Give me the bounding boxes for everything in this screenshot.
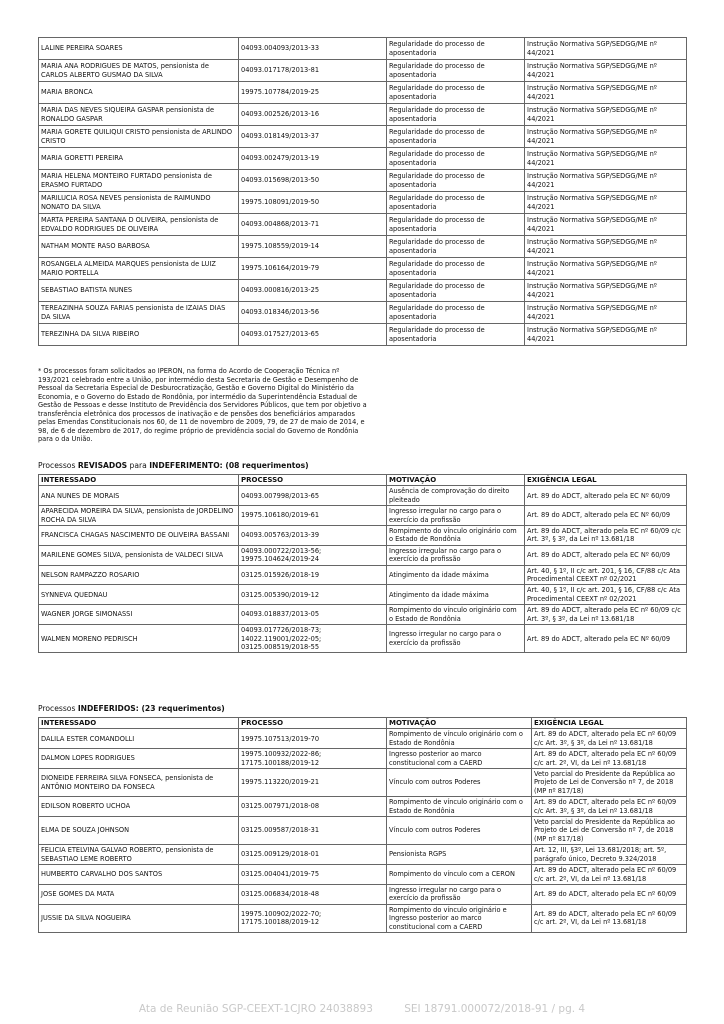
- cell-interessado: MARIA GORETTI PEREIRA: [39, 148, 239, 170]
- cell-processo: 19975.100932/2022-86; 17175.100188/2019-12: [239, 749, 387, 769]
- cell-interessado: JUSSIE DA SILVA NOGUEIRA: [39, 904, 239, 932]
- cell-processo: 04093.015698/2013-50: [239, 170, 387, 192]
- cell-exigencia-legal: Veto parcial do Presidente da República ao Projeto de Lei de Conversão nº 7, de 2018 (MP nº 817/18): [532, 817, 687, 845]
- cell-interessado: APARECIDA MOREIRA DA SILVA, pensionista de JORDELINO ROCHA DA SILVA: [39, 506, 239, 526]
- cell-motivacao: Ingresso irregular no cargo para o exercício da profissão: [387, 506, 525, 526]
- cell-interessado: MARTA PEREIRA SANTANA D OLIVEIRA, pensionista de EDVALDO RODRIGUES DE OLIVEIRA: [39, 214, 239, 236]
- cell-interessado: JOSE GOMES DA MATA: [39, 884, 239, 904]
- table-row: [39, 565, 687, 585]
- table-row: [39, 585, 687, 605]
- table-row: [39, 214, 687, 236]
- cell-interessado: MARIA ANA RODRIGUES DE MATOS, pensionista de CARLOS ALBERTO GUSMAO DA SILVA: [39, 60, 239, 82]
- cell-motivacao: Ingresso irregular no cargo para o exercício da profissão: [387, 625, 525, 653]
- cell-motivacao: Regularidade do processo de aposentadoria: [387, 82, 525, 104]
- cell-motivacao: Regularidade do processo de aposentadoria: [387, 104, 525, 126]
- table-row: [39, 280, 687, 302]
- cell-exigencia-legal: Instrução Normativa SGP/SEDGG/ME nº 44/2021: [525, 280, 687, 302]
- cell-processo: 03125.005390/2019-12: [239, 585, 387, 605]
- cell-processo: 04093.000722/2013-56; 19975.104624/2019-24: [239, 545, 387, 565]
- cell-exigencia-legal: Instrução Normativa SGP/SEDGG/ME nº 44/2021: [525, 126, 687, 148]
- table-row: [39, 324, 687, 346]
- table-row: [39, 192, 687, 214]
- cell-processo: 04093.017527/2013-65: [239, 324, 387, 346]
- footnote: * Os processos foram solicitados ao IPERON, na forma do Acordo de Cooperação Técnica nº 193/2021 celebrado entre a União, por intermédio desta Secretaria de Gestão e Desempenho de Pessoal da Secretaria Especial de Desburocratização, Gestão e Governo Digital do Ministério da Economia, e o Governo do Estado de Rondônia, por intermédio da Superintendência Estadual de Gestão de Pessoas e desse Instituto de Previdência dos Servidores Públicos, que tem por objetivo a transferência eletrônica dos processos de inativação e de pensões dos beneficiários amparados pelas Emendas Constitucionais nos 60, de 11 de novembro de 2009, 79, de 27 de maio de 2014, e 98, de 6 de dezembro de 2017, do regime próprio de previdência social do Governo de Rondônia para o da União.: [38, 367, 367, 443]
- table-row: [39, 625, 687, 653]
- cell-exigencia-legal: Instrução Normativa SGP/SEDGG/ME nº 44/2021: [525, 236, 687, 258]
- table-row: [39, 82, 687, 104]
- cell-exigencia-legal: Instrução Normativa SGP/SEDGG/ME nº 44/2021: [525, 302, 687, 324]
- cell-motivacao: Regularidade do processo de aposentadoria: [387, 60, 525, 82]
- cell-processo: 04093.004868/2013-71: [239, 214, 387, 236]
- table-row: [39, 148, 687, 170]
- cell-exigencia-legal: Art. 89 do ADCT, alterado pela EC Nº 60/09: [525, 545, 687, 565]
- header-exigencia-legal: EXIGÊNCIA LEGAL: [532, 718, 687, 729]
- cell-interessado: SEBASTIAO BATISTA NUNES: [39, 280, 239, 302]
- cell-interessado: MARIA BRONCA: [39, 82, 239, 104]
- cell-exigencia-legal: Instrução Normativa SGP/SEDGG/ME nº 44/2021: [525, 104, 687, 126]
- cell-interessado: MARILENE GOMES SILVA, pensionista de VALDECI SILVA: [39, 545, 239, 565]
- cell-exigencia-legal: Art. 40, § 1º, II c/c art. 201, § 16, CF/88 c/c Ata Procedimental CEEXT nº 02/2021: [525, 565, 687, 585]
- page-footer: [0, 1003, 724, 1015]
- cell-motivacao: Regularidade do processo de aposentadoria: [387, 148, 525, 170]
- cell-motivacao: Atingimento da idade máxima: [387, 565, 525, 585]
- cell-processo: 04093.018149/2013-37: [239, 126, 387, 148]
- cell-exigencia-legal: Instrução Normativa SGP/SEDGG/ME nº 44/2021: [525, 60, 687, 82]
- cell-exigencia-legal: Art. 89 do ADCT, alterado pela EC Nº 60/09: [525, 486, 687, 506]
- cell-exigencia-legal: Instrução Normativa SGP/SEDGG/ME nº 44/2021: [525, 214, 687, 236]
- header-interessado: INTERESSADO: [39, 475, 239, 486]
- table-row: [39, 545, 687, 565]
- table-row: [39, 302, 687, 324]
- table-row: [39, 845, 687, 865]
- cell-interessado: NELSON RAMPAZZO ROSARIO: [39, 565, 239, 585]
- table-row: [39, 884, 687, 904]
- table-indeferidos: [38, 717, 687, 933]
- table-header-row: [39, 475, 687, 486]
- cell-exigencia-legal: Art. 89 do ADCT, alterado pela EC Nº 60/09: [525, 506, 687, 526]
- cell-motivacao: Regularidade do processo de aposentadoria: [387, 38, 525, 60]
- cell-interessado: HUMBERTO CARVALHO DOS SANTOS: [39, 865, 239, 885]
- cell-processo: 03125.015926/2018-19: [239, 565, 387, 585]
- header-processo: PROCESSO: [239, 475, 387, 486]
- cell-exigencia-legal: Art. 89 do ADCT, alterado pela EC nº 60/09 c/c Art. 3º, § 3º, da Lei nº 13.681/18: [532, 797, 687, 817]
- cell-exigencia-legal: Art. 89 do ADCT, alterado pela EC nº 60/09 c/c Art. 3º, § 3º, da Lei nº 13.681/18: [525, 526, 687, 546]
- table-row: [39, 904, 687, 932]
- cell-motivacao: Regularidade do processo de aposentadoria: [387, 126, 525, 148]
- cell-processo: 04093.007998/2013-65: [239, 486, 387, 506]
- cell-motivacao: Atingimento da idade máxima: [387, 585, 525, 605]
- cell-motivacao: Pensionista RGPS: [387, 845, 532, 865]
- cell-interessado: EDILSON ROBERTO UCHOA: [39, 797, 239, 817]
- cell-motivacao: Vínculo com outros Poderes: [387, 769, 532, 797]
- table-revisados: [38, 474, 687, 653]
- table-row: [39, 526, 687, 546]
- table-header-row: [39, 718, 687, 729]
- table-row: [39, 38, 687, 60]
- cell-interessado: MARIA DAS NEVES SIQUEIRA GASPAR pensionista de RONALDO GASPAR: [39, 104, 239, 126]
- cell-interessado: TEREAZINHA SOUZA FARIAS pensionista de IZAIAS DIAS DA SILVA: [39, 302, 239, 324]
- cell-interessado: ELMA DE SOUZA JOHNSON: [39, 817, 239, 845]
- cell-exigencia-legal: Art. 89 do ADCT, alterado pela EC Nº 60/09: [525, 625, 687, 653]
- table-row: [39, 258, 687, 280]
- cell-processo: 19975.100902/2022-70; 17175.100188/2019-12: [239, 904, 387, 932]
- cell-interessado: DALILA ESTER COMANDOLLI: [39, 729, 239, 749]
- cell-motivacao: Rompimento de vínculo originário com o Estado de Rondônia: [387, 729, 532, 749]
- cell-motivacao: Regularidade do processo de aposentadoria: [387, 192, 525, 214]
- cell-processo: 03125.007971/2018-08: [239, 797, 387, 817]
- header-motivacao: MOTIVAÇÃO: [387, 718, 532, 729]
- cell-processo: 04093.018346/2013-56: [239, 302, 387, 324]
- cell-motivacao: Ingresso irregular no cargo para o exercício da profissão: [387, 545, 525, 565]
- cell-interessado: DIONEIDE FERREIRA SILVA FONSECA, pensionista de ANTÔNIO MONTEIRO DA FONSECA: [39, 769, 239, 797]
- cell-motivacao: Rompimento do vínculo originário e Ingresso posterior ao marco constitucional com a CAERD: [387, 904, 532, 932]
- cell-motivacao: Rompimento de vínculo originário com o Estado de Rondônia: [387, 797, 532, 817]
- table-row: [39, 797, 687, 817]
- cell-motivacao: Rompimento do vínculo originário com o Estado de Rondônia: [387, 526, 525, 546]
- cell-processo: 19975.108559/2019-14: [239, 236, 387, 258]
- cell-exigencia-legal: Art. 89 do ADCT, alterado pela EC nº 60/09 c/c art. 2º, VI, da Lei nº 13.681/18: [532, 749, 687, 769]
- cell-processo: 04093.018837/2013-05: [239, 605, 387, 625]
- table-row: [39, 817, 687, 845]
- table-row: [39, 749, 687, 769]
- cell-motivacao: Ingresso irregular no cargo para o exercício da profissão: [387, 884, 532, 904]
- table-body: [39, 729, 687, 933]
- cell-motivacao: Regularidade do processo de aposentadoria: [387, 280, 525, 302]
- cell-processo: 19975.108091/2019-50: [239, 192, 387, 214]
- cell-motivacao: Regularidade do processo de aposentadoria: [387, 236, 525, 258]
- header-interessado: INTERESSADO: [39, 718, 239, 729]
- cell-exigencia-legal: Instrução Normativa SGP/SEDGG/ME nº 44/2021: [525, 82, 687, 104]
- cell-exigencia-legal: Instrução Normativa SGP/SEDGG/ME nº 44/2021: [525, 258, 687, 280]
- footer-document-id: Ata de Reunião SGP-CEEXT-1CJRO 24038893: [138, 1003, 373, 1015]
- cell-processo: 03125.009129/2018-01: [239, 845, 387, 865]
- cell-processo: 04093.004093/2013-33: [239, 38, 387, 60]
- header-exigencia-legal: EXIGÊNCIA LEGAL: [525, 475, 687, 486]
- cell-exigencia-legal: Instrução Normativa SGP/SEDGG/ME nº 44/2021: [525, 170, 687, 192]
- cell-motivacao: Regularidade do processo de aposentadoria: [387, 170, 525, 192]
- cell-exigencia-legal: Art. 40, § 1º, II c/c art. 201, § 16, CF/88 c/c Ata Procedimental CEEXT nº 02/2021: [525, 585, 687, 605]
- cell-interessado: SYNNEVA QUEDNAU: [39, 585, 239, 605]
- cell-interessado: WALMEN MORENO PEDRISCH: [39, 625, 239, 653]
- cell-interessado: ROSANGELA ALMEIDA MARQUES pensionista de LUIZ MARIO PORTELLA: [39, 258, 239, 280]
- cell-exigencia-legal: Art. 89 do ADCT, alterado pela EC nº 60/09 c/c Art. 3º, § 3º, da Lei nº 13.681/18: [525, 605, 687, 625]
- cell-motivacao: Vínculo com outros Poderes: [387, 817, 532, 845]
- cell-motivacao: Regularidade do processo de aposentadoria: [387, 214, 525, 236]
- cell-interessado: MARILUCIA ROSA NEVES pensionista de RAIMUNDO NONATO DA SILVA: [39, 192, 239, 214]
- cell-exigencia-legal: Art. 89 do ADCT, alterado pela EC nº 60/09: [532, 884, 687, 904]
- cell-exigencia-legal: Art. 89 do ADCT, alterado pela EC nº 60/09 c/c Art. 3º, § 3º, da Lei nº 13.681/18: [532, 729, 687, 749]
- cell-motivacao: Regularidade do processo de aposentadoria: [387, 302, 525, 324]
- cell-processo: 19975.107784/2019-25: [239, 82, 387, 104]
- cell-processo: 04093.002479/2013-19: [239, 148, 387, 170]
- section-title-indeferidos: Processos INDEFERIDOS: (23 requerimentos): [38, 704, 225, 713]
- cell-motivacao: Rompimento do vínculo originário com o Estado de Rondônia: [387, 605, 525, 625]
- cell-processo: 19975.113220/2019-21: [239, 769, 387, 797]
- cell-exigencia-legal: Art. 12, III, §3º, Lei 13.681/2018; art. 5º, parágrafo único, Decreto 9.324/2018: [532, 845, 687, 865]
- cell-exigencia-legal: Instrução Normativa SGP/SEDGG/ME nº 44/2021: [525, 192, 687, 214]
- cell-exigencia-legal: Instrução Normativa SGP/SEDGG/ME nº 44/2021: [525, 148, 687, 170]
- cell-processo: 04093.017178/2013-81: [239, 60, 387, 82]
- cell-exigencia-legal: Art. 89 do ADCT, alterado pela EC nº 60/09 c/c art. 2º, VI, da Lei nº 13.681/18: [532, 865, 687, 885]
- cell-interessado: ANA NUNES DE MORAIS: [39, 486, 239, 506]
- cell-processo: 03125.006834/2018-48: [239, 884, 387, 904]
- cell-interessado: TEREZINHA DA SILVA RIBEIRO: [39, 324, 239, 346]
- cell-exigencia-legal: Art. 89 do ADCT, alterado pela EC nº 60/09 c/c art. 2º, VI, da Lei nº 13.681/18: [532, 904, 687, 932]
- cell-processo: 04093.005763/2013-39: [239, 526, 387, 546]
- table-row: [39, 729, 687, 749]
- table-body: [39, 486, 687, 653]
- table-aprovados-continued: [38, 37, 687, 346]
- cell-motivacao: Rompimento do vínculo com a CERON: [387, 865, 532, 885]
- cell-interessado: FRANCISCA CHAGAS NASCIMENTO DE OLIVEIRA BASSANI: [39, 526, 239, 546]
- cell-interessado: MARIA HELENA MONTEIRO FURTADO pensionista de ERASMO FURTADO: [39, 170, 239, 192]
- section-title-revisados: Processos REVISADOS para INDEFERIMENTO: (08 requerimentos): [38, 461, 309, 470]
- table-row: [39, 605, 687, 625]
- cell-interessado: DALMON LOPES RODRIGUES: [39, 749, 239, 769]
- cell-processo: 19975.106164/2019-79: [239, 258, 387, 280]
- cell-interessado: FELICIA ETELVINA GALVAO ROBERTO, pensionista de SEBASTIAO LEME ROBERTO: [39, 845, 239, 865]
- cell-motivacao: Regularidade do processo de aposentadoria: [387, 258, 525, 280]
- table-row: [39, 60, 687, 82]
- header-motivacao: MOTIVAÇÃO: [387, 475, 525, 486]
- cell-exigencia-legal: Instrução Normativa SGP/SEDGG/ME nº 44/2021: [525, 38, 687, 60]
- cell-motivacao: Ingresso posterior ao marco constitucional com a CAERD: [387, 749, 532, 769]
- cell-interessado: NATHAM MONTE RASO BARBOSA: [39, 236, 239, 258]
- cell-processo: 04093.017726/2018-73; 14022.119001/2022-05; 03125.008519/2018-55: [239, 625, 387, 653]
- cell-motivacao: Regularidade do processo de aposentadoria: [387, 324, 525, 346]
- cell-processo: 04093.002526/2013-16: [239, 104, 387, 126]
- footer-sei-page: SEI 18791.000072/2018-91 / pg. 4: [404, 1003, 586, 1015]
- cell-interessado: LALINE PEREIRA SOARES: [39, 38, 239, 60]
- cell-exigencia-legal: Instrução Normativa SGP/SEDGG/ME nº 44/2021: [525, 324, 687, 346]
- table-row: [39, 104, 687, 126]
- table-body: [39, 38, 687, 346]
- cell-processo: 19975.107513/2019-70: [239, 729, 387, 749]
- cell-processo: 03125.004041/2019-75: [239, 865, 387, 885]
- table-row: [39, 769, 687, 797]
- cell-motivacao: Ausência de comprovação do direito pleiteado: [387, 486, 525, 506]
- cell-interessado: WAGNER JORGE SIMONASSI: [39, 605, 239, 625]
- table-row: [39, 170, 687, 192]
- cell-processo: 03125.009587/2018-31: [239, 817, 387, 845]
- cell-interessado: MARIA GORETE QUILIQUI CRISTO pensionista de ARLINDO CRISTO: [39, 126, 239, 148]
- cell-processo: 19975.106180/2019-61: [239, 506, 387, 526]
- table-row: [39, 865, 687, 885]
- table-row: [39, 126, 687, 148]
- cell-processo: 04093.000816/2013-25: [239, 280, 387, 302]
- table-row: [39, 236, 687, 258]
- header-processo: PROCESSO: [239, 718, 387, 729]
- cell-exigencia-legal: Veto parcial do Presidente da República ao Projeto de Lei de Conversão nº 7, de 2018 (MP nº 817/18): [532, 769, 687, 797]
- table-row: [39, 486, 687, 506]
- table-row: [39, 506, 687, 526]
